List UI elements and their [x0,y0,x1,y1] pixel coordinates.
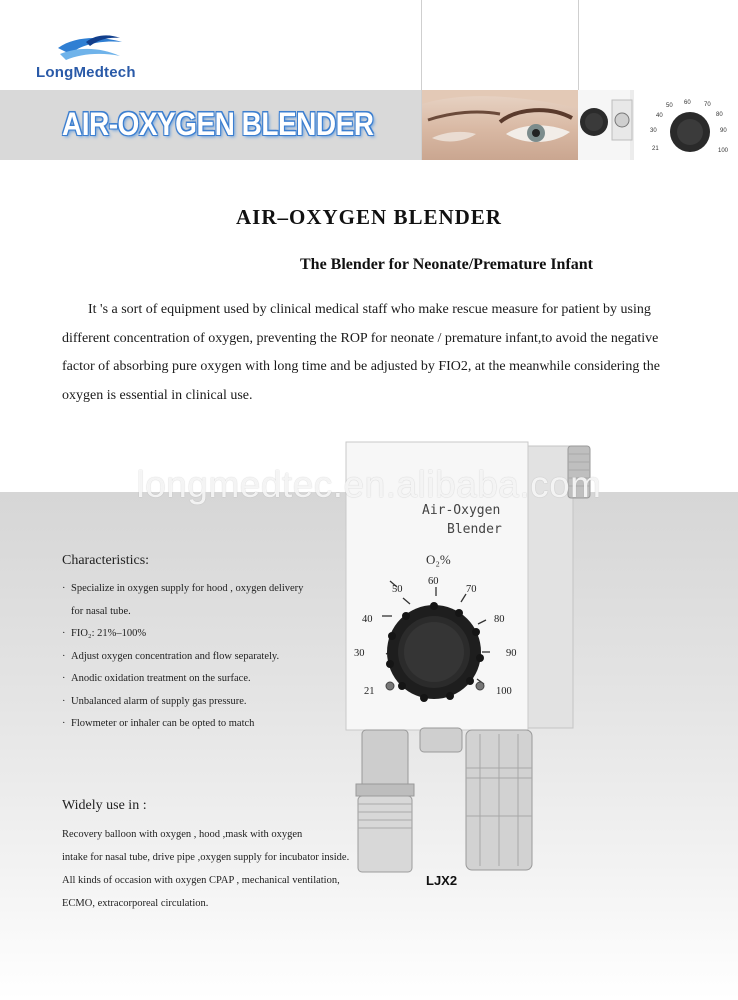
characteristics-heading: Characteristics: [62,553,150,568]
list-item: · Unbalanced alarm of supply gas pressure. [62,695,247,707]
photo-dial-label: 60 [684,100,691,106]
dial-label: 90 [506,648,517,659]
product-photo [578,90,738,160]
usage-line: ECMO, extracorporeal circulation. [62,898,209,909]
model-label: LJX2 [426,873,458,888]
list-item: · Flowmeter or inhaler can be opted to match [62,718,255,729]
page-subtitle: The Blender for Neonate/Premature Infant [300,256,594,273]
list-item: · Anodic oxidation treatment on the surface. [62,673,251,684]
dial-label: 80 [494,614,505,625]
usage-line: Recovery balloon with oxygen , hood ,mask with oxygen [62,829,303,840]
photo-dial-label: 21 [652,146,659,152]
dial-label: 70 [466,584,477,595]
usage-heading: Widely use in : [62,798,147,813]
dial-label: 30 [354,648,365,659]
photo-dial-label: 100 [718,148,729,154]
list-item: · FIO₂: 21%–100% [62,628,147,639]
photo-dial-label: 70 [704,102,711,108]
device-label-line2: Blender [447,522,502,537]
dial-label: 50 [392,584,403,595]
dial-label: 40 [362,614,373,625]
usage-body [62,823,349,915]
page-title: AIR–OXYGEN BLENDER [236,205,502,229]
device-unit: O₂% [426,552,451,567]
photo-dial-label: 50 [666,103,673,109]
dial-photo-illustration [578,90,738,160]
eye-photo [422,90,578,160]
dial-label: 60 [428,576,439,587]
dial-label: 21 [364,686,375,697]
photo-dial-label: 30 [650,128,657,134]
watermark: longmedtec.en.alibaba.com [136,464,602,505]
intro-paragraph: It 's a sort of equipment used by clinical medical staff who make rescue measure for patient by using different concentration of oxygen, preventing the ROP for neonate / premature infant,to avoid the negative factor of absorbing pure oxygen with long time and be adjusted by FIO2, at the meanwhile considering the oxygen is essential in clinical use. [62,302,660,403]
usage-line: All kinds of occasion with oxygen CPAP , mechanical ventilation, [62,875,340,886]
photo-dial-label: 80 [716,112,723,118]
list-item: · Adjust oxygen concentration and flow separately. [62,650,280,662]
usage-line: intake for nasal tube, drive pipe ,oxygen supply for incubator inside. [62,852,350,863]
list-item: · Specialize in oxygen supply for hood , oxygen delivery [62,583,304,594]
characteristics-list [62,578,303,736]
list-item: for nasal tube. [71,605,131,617]
banner-title: AIR-OXYGEN BLENDER [62,106,374,142]
photo-dial-label: 40 [656,113,663,119]
logo-text: LongMedtech [36,64,136,81]
photo-dial-label: 90 [720,128,727,134]
eye-illustration [422,90,578,160]
device-label-line1: Air-Oxygen [422,503,501,518]
dial-label: 100 [496,686,512,697]
